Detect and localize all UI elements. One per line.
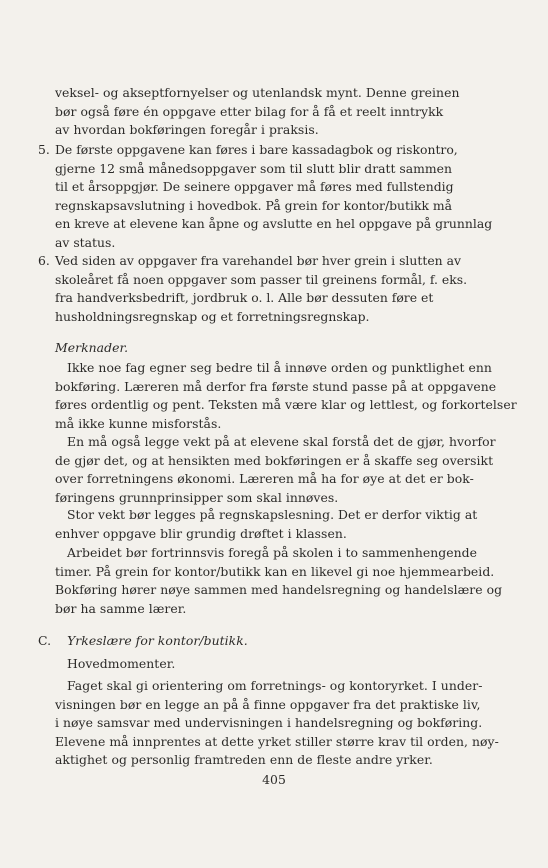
text-line: bokføring. Læreren må derfor fra første stund passe på at oppgavene	[55, 378, 497, 394]
text-line: av hvordan bokføringen foregår i praksis.	[55, 122, 319, 138]
hovedmomenter-label: Hovedmomenter.	[67, 656, 176, 671]
merknader-paragraph-3	[55, 506, 478, 543]
text-line: skoleåret få noen oppgaver som passer til greinens formål, f. eks.	[55, 271, 468, 287]
text-line: timer. På grein for kontor/butikk kan en likevel gi noe hjemmearbeid.	[55, 563, 495, 579]
text-line: i nøye samsvar med undervisningen i handelsregning og bokføring.	[55, 715, 483, 731]
list-item-6	[38, 252, 468, 326]
text-line: Ved siden av oppgaver fra varehandel bør hver grein i slutten av	[55, 253, 461, 268]
section-paragraph	[55, 677, 499, 770]
item-number: 5.	[38, 142, 50, 157]
text-line: Ikke noe fag egner seg bedre til å innøve orden og punktlighet enn	[67, 360, 492, 375]
merknader-paragraph-2	[55, 433, 496, 507]
text-line: må ikke kunne misforstås.	[55, 415, 222, 431]
continued-paragraph	[55, 84, 460, 140]
text-line: en kreve at elevene kan åpne og avslutte en hel oppgave på grunnlag	[55, 216, 493, 232]
page-number: 405	[262, 772, 286, 787]
section-heading	[38, 632, 458, 651]
text-line: Arbeidet bør fortrinnsvis foregå på skolen i to sammenhengende	[67, 545, 478, 560]
text-line: visningen bør en legge an på å finne oppgaver fra det praktiske liv,	[55, 696, 481, 712]
list-item-5	[38, 141, 493, 253]
text-line: Faget skal gi orientering om forretnings- og kontoryrket. I under-	[67, 678, 483, 693]
merknader-paragraph-4	[55, 544, 503, 618]
text-line: husholdningsregnskap og et forretningsregnskap.	[55, 308, 370, 324]
text-line: de gjør det, og at hensikten med bokføringen er å skaffe seg oversikt	[55, 452, 494, 468]
text-line: gjerne 12 små månedsoppgaver som til slutt blir dratt sammen	[55, 160, 452, 176]
text-line: aktighet og personlig framtreden enn de fleste andre yrker.	[55, 752, 433, 768]
section-title: Yrkeslære for kontor/butikk.	[67, 633, 248, 648]
merknader-heading: Merknader.	[55, 340, 129, 355]
text-line: føres ordentlig og pent. Teksten må være klar og lettlest, og forkortelser	[55, 397, 517, 413]
text-line: En må også legge vekt på at elevene skal forstå det de gjør, hvorfor	[67, 434, 496, 449]
text-line: regnskapsavslutning i hovedbok. På grein for kontor/butikk må	[55, 197, 453, 213]
text-line: bør ha samme lærer.	[55, 600, 187, 616]
text-line: av status.	[55, 234, 116, 250]
text-line: føringens grunnprinsipper som skal innøves.	[55, 489, 339, 505]
text-line: til et årsoppgjør. De seinere oppgaver må føres med fullstendig	[55, 179, 454, 195]
text-line: Stor vekt bør legges på regnskapslesning. Det er derfor viktig at	[67, 507, 478, 522]
text-line: De første oppgavene kan føres i bare kassadagbok og riskontro,	[55, 142, 458, 157]
section-label: C.	[38, 633, 52, 648]
text-line: Bokføring hører nøye sammen med handelsregning og handelslære og	[55, 582, 503, 598]
item-number: 6.	[38, 253, 50, 268]
text-line: enhver oppgave blir grundig drøftet i klassen.	[55, 525, 347, 541]
merknader-paragraph-1	[55, 359, 517, 433]
text-line: bør også føre én oppgave etter bilag for å få et reelt inntrykk	[55, 103, 444, 119]
text-line: veksel- og akseptfornyelser og utenlandsk mynt. Denne greinen	[55, 85, 460, 100]
text-line: Elevene må innprentes at dette yrket stiller større krav til orden, nøy-	[55, 733, 499, 749]
text-line: over forretningens økonomi. Læreren må ha for øye at det er bok-	[55, 471, 474, 487]
text-line: fra handverksbedrift, jordbruk o. l. Alle bør dessuten føre et	[55, 290, 434, 306]
